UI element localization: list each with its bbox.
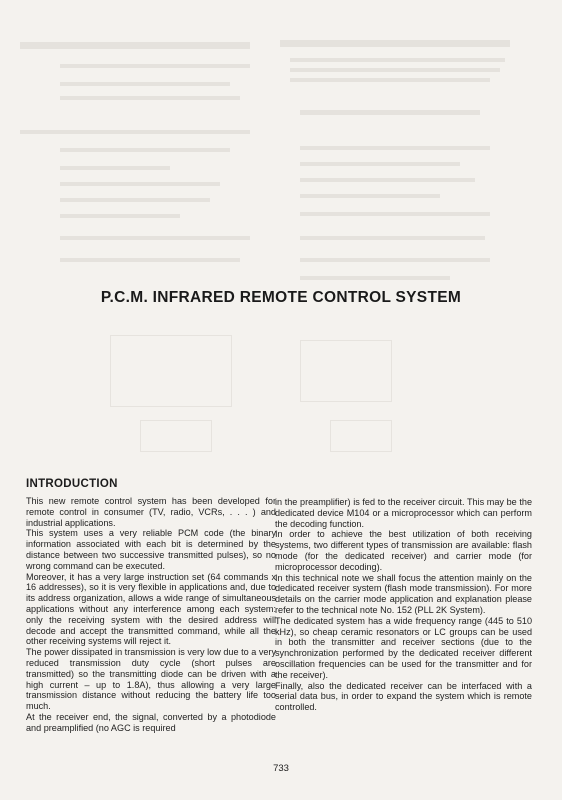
left-column [26,496,276,734]
paragraph: Moreover, it has a very large instruction set (64 commands x 16 addresses), so it is very flexible in applications and, due to its address organization, allows a wide range of simultaneous applications without any interference among each system: only the receiving system with the desired address will decode and accept the transmitted command, while all the other receiving systems will reject it. [26,571,276,647]
right-column [275,497,532,713]
paragraph: The dedicated system has a wide frequency range (445 to 510 kHz), so cheap ceramic resonators or LC groups can be used in both the transmitter and receiver sections (due to the synchronization performed by the dedicated receiver different oscillation frequencies can be used for the transmitter and for the receiver). [275,615,532,680]
paragraph: This new remote control system has been developed for remote control in consumer (TV, radio, VCRs, . . . ) and industrial applications. [26,496,276,528]
paragraph: In order to achieve the best utilization of both receiving systems, two different types of transmission are available: flash mode (for the dedicated receiver) and carrier mode (for microprocessor decoding). [275,529,532,572]
section-heading: INTRODUCTION [26,478,118,490]
paragraph: At the receiver end, the signal, converted by a photodiode and preamplified (no AGC is required [26,711,276,733]
paragraph: In this technical note we shall focus the attention mainly on the dedicated receiver system (flash mode transmission). For more details on the carrier mode application and explanation please refer to the technical note No. 152 (PLL 2K System). [275,572,532,615]
paragraph: The power dissipated in transmission is very low due to a very reduced transmission duty cycle (short pulses are transmitted) so the transmitting diode can be driven with a high current – up to 1.8A), thus allowing a very large transmission distance without reducing the battery life too much. [26,647,276,712]
paragraph: This system uses a very reliable PCM code (the binary information associated with each bit is determined by the distance between two successive transmitted pulses), so no wrong command can be executed. [26,528,276,571]
document-title: P.C.M. INFRARED REMOTE CONTROL SYSTEM [100,289,462,306]
paragraph: Finally, also the dedicated receiver can be interfaced with a serial data bus, in order to expand the system which is remote controlled. [275,680,532,713]
page-number: 733 [273,763,289,774]
paragraph: in the preamplifier) is fed to the receiver circuit. This may be the dedicated device M104 or a microprocessor which can perform the decoding function. [275,497,532,529]
